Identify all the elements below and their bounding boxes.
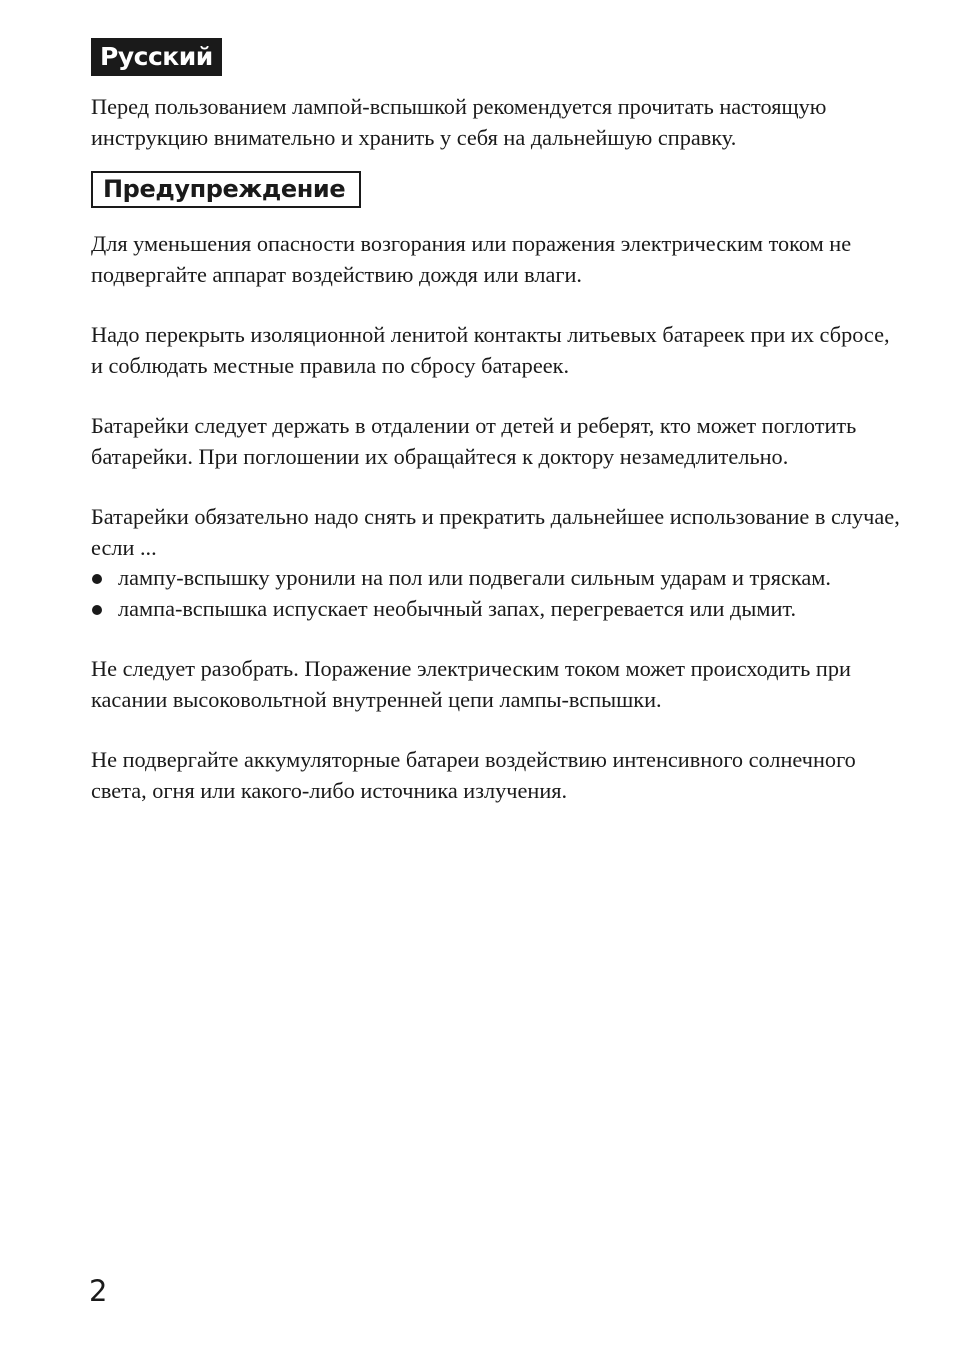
list-item-text: лампа-вспышка испускает необычный запах, перегревается или дымит.: [118, 595, 797, 621]
page-number: 2: [89, 1274, 108, 1308]
language-label: Русский: [91, 38, 222, 76]
bullet-list: [91, 563, 901, 624]
warning-paragraph-battery-disposal: Надо перекрыть изоляционной ленитой контакты литьевых батареек при их сбросе, и соблюдать местные правила по сбросу батареек.: [91, 322, 890, 378]
bullet-icon: [92, 605, 102, 615]
list-item: [91, 563, 901, 594]
warning-paragraph-heat: Не подвергайте аккумуляторные батареи воздействию интенсивного солнечного света, огня или какого-либо источника излучения.: [91, 747, 856, 803]
document-page: [91, 38, 901, 806]
intro-paragraph: Перед пользованием лампой-вспышкой рекомендуется прочитать настоящую инструкцию внимательно и хранить у себя на дальнейшую справку.: [91, 94, 827, 150]
warning-paragraph-remove-batteries: Батарейки обязательно надо снять и прекратить дальнейшее использование в случае, если ...: [91, 504, 900, 560]
bullet-icon: [92, 574, 102, 584]
warning-paragraph-children: Батарейки следует держать в отдалении от детей и реберят, кто может поглотить батарейки. При поглошении их обращайтеся к доктору незамедлительно.: [91, 413, 857, 469]
warning-paragraph-disassembly: Не следует разобрать. Поражение электрическим током может происходить при касании высоковольтной внутренней цепи лампы-вспышки.: [91, 656, 851, 712]
warning-heading: Предупреждение: [91, 171, 361, 208]
list-item-text: лампу-вспышку уронили на пол или подвегали сильным ударам и тряскам.: [118, 565, 831, 590]
warning-paragraph-moisture: Для уменьшения опасности возгорания или поражения электрическим током не подвергайте аппарат воздействию дождя или влаги.: [91, 231, 852, 287]
list-item: [91, 594, 901, 625]
